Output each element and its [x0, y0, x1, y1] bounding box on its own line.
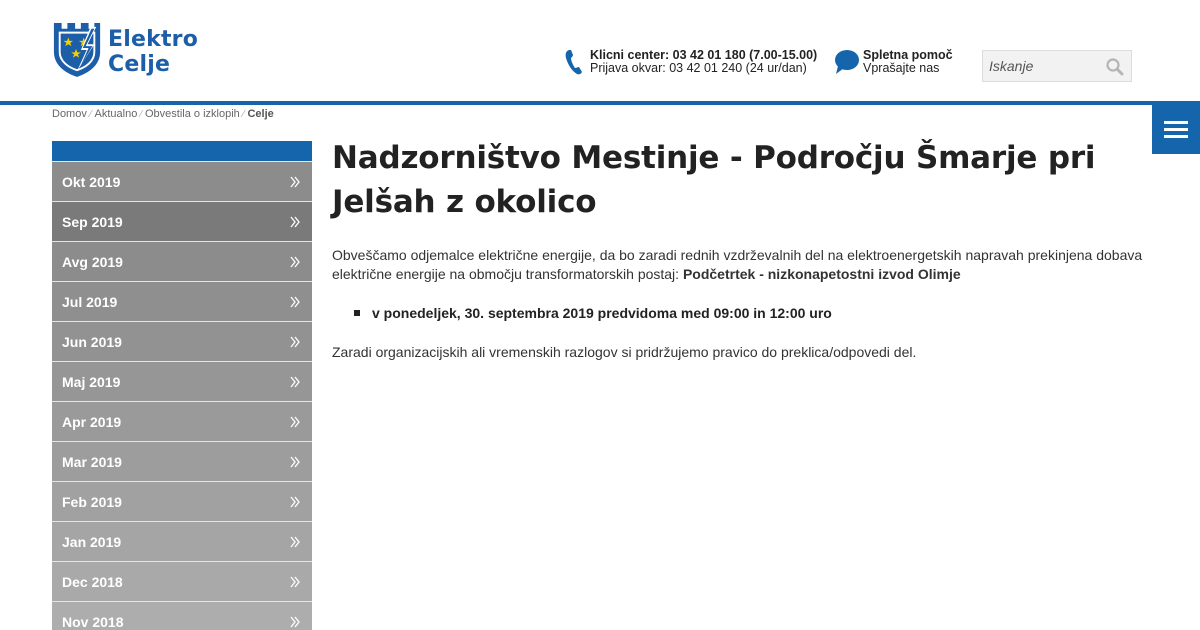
sidebar-item-label: Nov 2018 [62, 613, 124, 630]
fault-report-text: Prijava okvar: 03 42 01 240 (24 ur/dan) [590, 61, 807, 75]
phone-icon [564, 49, 584, 75]
schedule-text: v ponedeljek, 30. septembra 2019 predvidoma med 09:00 in 12:00 uro [372, 305, 832, 321]
sidebar-item-label: Maj 2019 [62, 373, 121, 390]
breadcrumb-news[interactable]: Aktualno [94, 108, 138, 120]
archive-sidebar [52, 141, 312, 630]
chevron-right-icon [290, 416, 300, 428]
breadcrumb-current: Celje [247, 108, 274, 120]
sidebar-item-label: Jan 2019 [62, 533, 122, 550]
sidebar-item[interactable] [52, 281, 312, 321]
sidebar-item[interactable] [52, 361, 312, 401]
breadcrumb-outages[interactable]: Obvestila o izklopih [145, 108, 240, 120]
sidebar-item[interactable] [52, 441, 312, 481]
coat-of-arms-icon [52, 20, 102, 78]
sidebar-item-label: Okt 2019 [62, 173, 121, 190]
chevron-right-icon [290, 536, 300, 548]
menu-icon-line [1164, 135, 1188, 138]
chevron-right-icon [290, 216, 300, 228]
sidebar-item-label: Mar 2019 [62, 453, 122, 470]
sidebar-item[interactable] [52, 241, 312, 281]
sidebar-header [52, 141, 312, 161]
notice-text [332, 246, 1152, 284]
sidebar-item[interactable] [52, 321, 312, 361]
sidebar-item-label: Feb 2019 [62, 493, 122, 510]
sidebar-item-label: Jul 2019 [62, 293, 118, 310]
sidebar-item-label: Apr 2019 [62, 413, 122, 430]
breadcrumb-separator: ⁄ [242, 108, 245, 120]
site-header [0, 0, 1200, 102]
disclaimer-text: Zaradi organizacijskih ali vremenskih razlogov si pridržujemo pravico do preklica/odpovedi del. [332, 344, 917, 360]
chevron-right-icon [290, 496, 300, 508]
chevron-right-icon [290, 176, 300, 188]
online-help-subtitle: Vprašajte nas [863, 61, 940, 75]
menu-icon-line [1164, 128, 1188, 131]
sidebar-item[interactable] [52, 201, 312, 241]
header-divider [0, 101, 1200, 105]
breadcrumb [52, 108, 274, 120]
online-help[interactable] [834, 49, 953, 75]
page-title: Nadzorništvo Mestinje - Področju Šmarje pri Jelšah z okolico [332, 140, 1096, 220]
chevron-right-icon [290, 376, 300, 388]
notice-station: Podčetrtek - nizkonapetostni izvod Olimje [682, 266, 961, 282]
menu-icon-line [1164, 121, 1188, 124]
sidebar-item-label: Jun 2019 [62, 333, 122, 350]
online-help-title: Spletna pomoč [863, 48, 953, 62]
sidebar-item[interactable] [52, 481, 312, 521]
breadcrumb-separator: ⁄ [89, 108, 92, 120]
sidebar-item-label: Dec 2018 [62, 573, 123, 590]
search-box [982, 50, 1132, 82]
sidebar-item[interactable] [52, 401, 312, 441]
bullet [354, 310, 360, 316]
breadcrumb-home[interactable]: Domov [52, 108, 87, 120]
chevron-right-icon [290, 296, 300, 308]
chevron-right-icon [290, 576, 300, 588]
notice-intro: Obveščamo odjemalce električne energije, da bo zaradi rednih vzdrževalnih del na elektroenergetskih napravah prekinjena dobava električne energije na območju transformatorskih postaj: [332, 247, 1143, 282]
call-center-text: Klicni center: 03 42 01 180 (7.00-15.00) [590, 48, 818, 62]
hamburger-menu-button[interactable] [1152, 105, 1200, 154]
breadcrumb-separator: ⁄ [140, 108, 142, 120]
chevron-right-icon [290, 616, 300, 628]
logo-text: Elektro Celje [108, 27, 199, 77]
logo[interactable] [52, 18, 262, 80]
chevron-right-icon [290, 456, 300, 468]
sidebar-item[interactable] [52, 601, 312, 630]
sidebar-item-label: Avg 2019 [62, 253, 123, 270]
chat-bubble-icon [834, 49, 860, 75]
sidebar-item[interactable] [52, 161, 312, 201]
list-item [354, 304, 1152, 323]
chevron-right-icon [290, 336, 300, 348]
schedule-list [332, 304, 1152, 323]
chevron-right-icon [290, 256, 300, 268]
search-input[interactable] [983, 51, 1103, 81]
search-icon[interactable] [1105, 57, 1125, 77]
sidebar-item[interactable] [52, 561, 312, 601]
sidebar-item[interactable] [52, 521, 312, 561]
article [332, 136, 1152, 362]
contact-info [564, 49, 817, 75]
sidebar-item-label: Sep 2019 [62, 213, 123, 230]
